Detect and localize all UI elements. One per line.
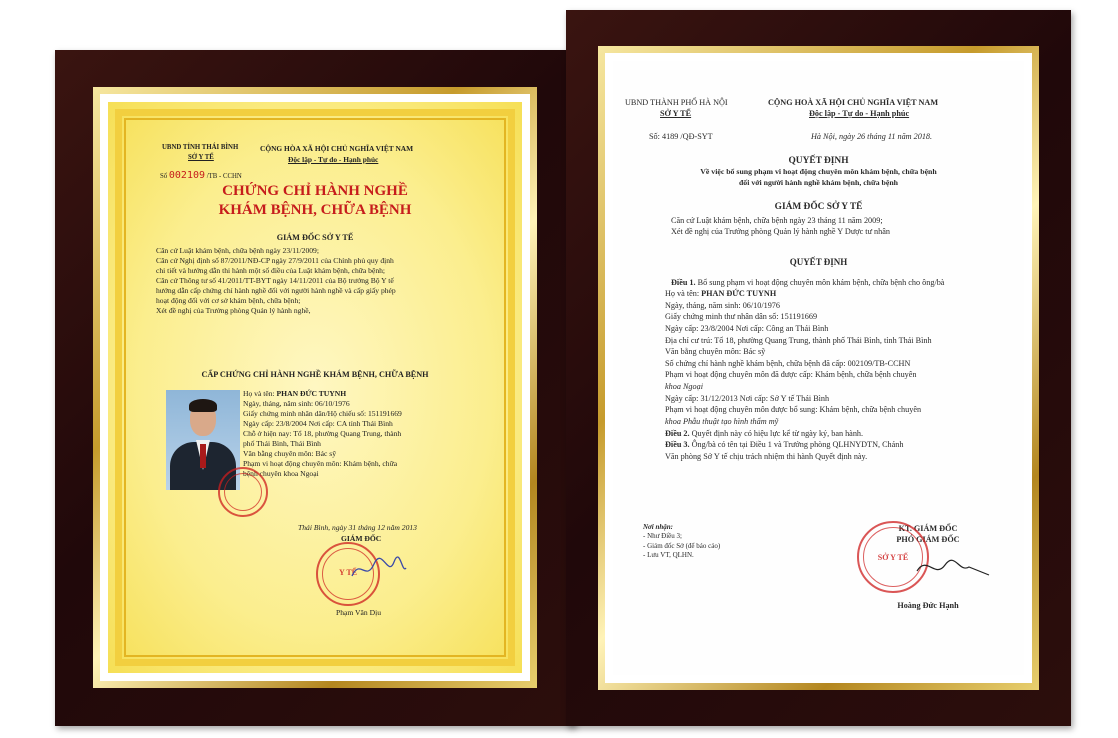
doc-signer-name: Hoàng Đức Hạnh: [897, 601, 959, 610]
cert-number-suffix: /TB - CCHN: [206, 173, 242, 180]
right-mat: [605, 53, 1032, 683]
doc-signer-title1: KT. GIÁM ĐỐC: [898, 524, 958, 533]
doc-line: khoa Phẫu thuật tạo hình thẩm mỹ: [665, 417, 779, 427]
cert-dept: SỞ Y TẾ: [188, 154, 214, 161]
doc-art3-text: Ông/bà có tên tại Điều 1 và Trưởng phòng QLHNYDTN, Chánh: [691, 440, 904, 450]
doc-line: Phạm vi hoạt động chuyên môn đã được cấp: Khám bệnh, chữa bệnh chuyên: [665, 370, 917, 380]
doc-art2-label: Điều 2.: [665, 428, 690, 438]
cert-basis-line: hoạt động đối với cơ sở khám bệnh, chữa bệnh;: [156, 296, 301, 306]
right-picture-frame: [566, 10, 1071, 726]
doc-line: Giấy chứng minh thư nhân dân số: 151191669: [665, 312, 818, 322]
doc-signer-title2: PHÓ GIÁM ĐỐC: [896, 535, 960, 544]
doc-recipient: - Lưu VT, QLHN.: [643, 551, 694, 560]
cert-number-prefix: Số: [160, 173, 168, 180]
cert-basis-line: hướng dẫn cấp chứng chỉ hành nghề đối với người hành nghề và cấp giấy phép: [156, 286, 396, 296]
doc-basis-block: [671, 215, 890, 237]
cert-signer-title: GIÁM ĐỐC: [341, 534, 382, 543]
doc-line: khoa Ngoại: [665, 382, 703, 392]
doc-article-3: [665, 439, 932, 451]
doc-dept: SỞ Y TẾ: [660, 109, 692, 118]
cert-basis-line: Căn cứ Thông tư số 41/2011/TT-BYT ngày 14/11/2011 của Bộ trưởng Bộ Y tế: [156, 276, 394, 286]
cert-name-label: Họ và tên:: [243, 389, 275, 398]
left-picture-frame: [55, 50, 575, 726]
left-gold-molding: [93, 87, 537, 688]
doc-art1-label: Điều 1.: [671, 278, 696, 287]
doc-name-row: [665, 288, 932, 300]
doc-line: Ngày cấp: 31/12/2013 Nơi cấp: Sở Y tế Thái Bình: [665, 393, 830, 403]
doc-recipients: [643, 523, 720, 561]
cert-name-row: [243, 389, 402, 399]
cert-field: Ngày, tháng, năm sinh: 06/10/1976: [243, 399, 350, 409]
doc-line: Địa chỉ cư trú: Tổ 18, phường Quang Trung, thành phố Thái Bình, tỉnh Thái Bình: [665, 335, 932, 345]
cert-field: Phạm vi hoạt động chuyên môn: Khám bệnh, chữa: [243, 459, 398, 469]
doc-basis-line: Căn cứ Luật khám bệnh, chữa bệnh ngày 23 tháng 11 năm 2009;: [671, 216, 883, 225]
cert-nation: CỘNG HÒA XÃ HỘI CHỦ NGHĨA VIỆT NAM: [260, 144, 414, 153]
cert-field: Văn bằng chuyên môn: Bác sỹ: [243, 449, 337, 459]
doc-title: QUYẾT ĐỊNH: [788, 156, 849, 166]
doc-holder-details: [665, 288, 932, 463]
doc-date: Hà Nội, ngày 26 tháng 11 năm 2018.: [811, 132, 933, 141]
doc-article-1: [671, 277, 944, 288]
doc-basis-line: Xét đề nghị của Trưởng phòng Quản lý hành nghề Y Dược tư nhân: [671, 227, 890, 237]
doc-issuer: UBND THÀNH PHỐ HÀ NỘI: [625, 98, 728, 107]
cert-director-heading: GIÁM ĐỐC SỞ Y TẾ: [276, 233, 354, 242]
cert-motto: Độc lập - Tự do - Hạnh phúc: [288, 155, 379, 164]
doc-art1-text: Bổ sung phạm vi hoạt động chuyên môn khám bệnh, chữa bệnh cho ông/bà: [697, 278, 945, 287]
cert-seal-text: Y TẾ: [338, 568, 357, 577]
cert-number: [160, 169, 242, 182]
cert-holder-name: PHAN ĐỨC TUYNH: [276, 389, 347, 398]
supplement-decision-document: [613, 61, 1024, 675]
doc-nation: CỘNG HOÀ XÃ HỘI CHỦ NGHĨA VIỆT NAM: [768, 98, 939, 107]
cert-place-date: Thái Bình, ngày 31 tháng 12 năm 2013: [298, 523, 417, 532]
cert-issuer: UBND TỈNH THÁI BÌNH: [162, 144, 239, 151]
cert-field: Giấy chứng minh nhân dân/Hộ chiếu số: 151191669: [243, 409, 402, 419]
cert-basis-line: Căn cứ Nghị định số 87/2011/NĐ-CP ngày 27/9/2011 của Chính phủ quy định: [156, 256, 394, 266]
doc-recipient: - Giám đốc Sở (để báo cáo): [643, 541, 721, 550]
doc-recipient: - Như Điều 3;: [643, 532, 682, 541]
cert-signature-icon: [348, 554, 408, 584]
doc-line: Văn bằng chuyên môn: Bác sỹ: [665, 347, 766, 357]
cert-basis-line: chi tiết và hướng dẫn thi hành một số điều của Luật khám bệnh, chữa bệnh;: [156, 266, 386, 276]
cert-field: bệnh chuyên khoa Ngoại: [243, 469, 319, 479]
doc-director-heading: GIÁM ĐỐC SỞ Y TẾ: [774, 202, 863, 212]
doc-art2-text: Quyết định này có hiệu lực kể từ ngày ký, ban hành.: [691, 428, 864, 438]
cert-title-line1: CHỨNG CHỈ HÀNH NGHỀ: [222, 183, 408, 199]
doc-motto: Độc lập - Tự do - Hạnh phúc: [809, 109, 910, 118]
doc-name-label: Họ và tên:: [665, 289, 700, 298]
doc-holder-name: PHAN ĐỨC TUYNH: [701, 289, 777, 298]
cert-basis-line: Căn cứ Luật khám bệnh, chữa bệnh ngày 23/11/2009;: [156, 246, 319, 255]
doc-subject-line2: đối với người hành nghề khám bệnh, chữa bệnh: [738, 178, 899, 187]
cert-photo-seal: [218, 467, 268, 517]
doc-seal-text: SỞ Y TẾ: [877, 553, 909, 562]
cert-field: Ngày cấp: 23/8/2004 Nơi cấp: CA tỉnh Thái Bình: [243, 419, 393, 429]
cert-signer-name: Phạm Văn Dịu: [336, 608, 381, 617]
cert-basis-line: Xét đề nghị của Trưởng phòng Quản lý hành nghề,: [156, 306, 311, 316]
cert-number-value: 002109: [168, 170, 206, 181]
doc-decides-heading: QUYẾT ĐỊNH: [789, 257, 848, 267]
cert-holder-details: [243, 389, 402, 479]
cert-field: phố Thái Bình, Thái Bình: [243, 439, 321, 449]
doc-line: Ngày cấp: 23/8/2004 Nơi cấp: Công an Thái Bình: [665, 323, 829, 333]
doc-article-2: [665, 428, 932, 440]
doc-line: Ngày, tháng, năm sinh: 06/10/1976: [665, 300, 780, 310]
doc-number: Số: 4189 /QĐ-SYT: [649, 132, 713, 141]
practice-certificate: [108, 102, 522, 673]
cert-field: Chỗ ở hiện nay: Tổ 18, phường Quang Trung, thành: [243, 429, 402, 439]
doc-signature-icon: [913, 553, 993, 583]
right-gold-molding: [598, 46, 1039, 690]
doc-art3-label: Điều 3.: [665, 440, 690, 450]
doc-line: Phạm vi hoạt động chuyên môn được bổ sung: Khám bệnh, chữa bệnh chuyên: [665, 405, 922, 415]
doc-art3-text-cont: Văn phòng Sở Y tế chịu trách nhiệm thi hành Quyết định này.: [665, 451, 868, 461]
cert-title-line2: KHÁM BỆNH, CHỮA BỆNH: [218, 202, 412, 218]
cert-grant-heading: CẤP CHỨNG CHỈ HÀNH NGHỀ KHÁM BỆNH, CHỮA BỆNH: [201, 370, 429, 379]
cert-basis-block: [156, 246, 396, 316]
doc-recipients-label: Nơi nhận:: [643, 523, 674, 531]
doc-subject-line1: Về việc bổ sung phạm vi hoạt động chuyên môn khám bệnh, chữa bệnh: [700, 167, 937, 176]
left-mat: [100, 94, 530, 681]
doc-line: Số chứng chỉ hành nghề khám bệnh, chữa bệnh đã cấp: 002109/TB-CCHN: [665, 358, 911, 368]
